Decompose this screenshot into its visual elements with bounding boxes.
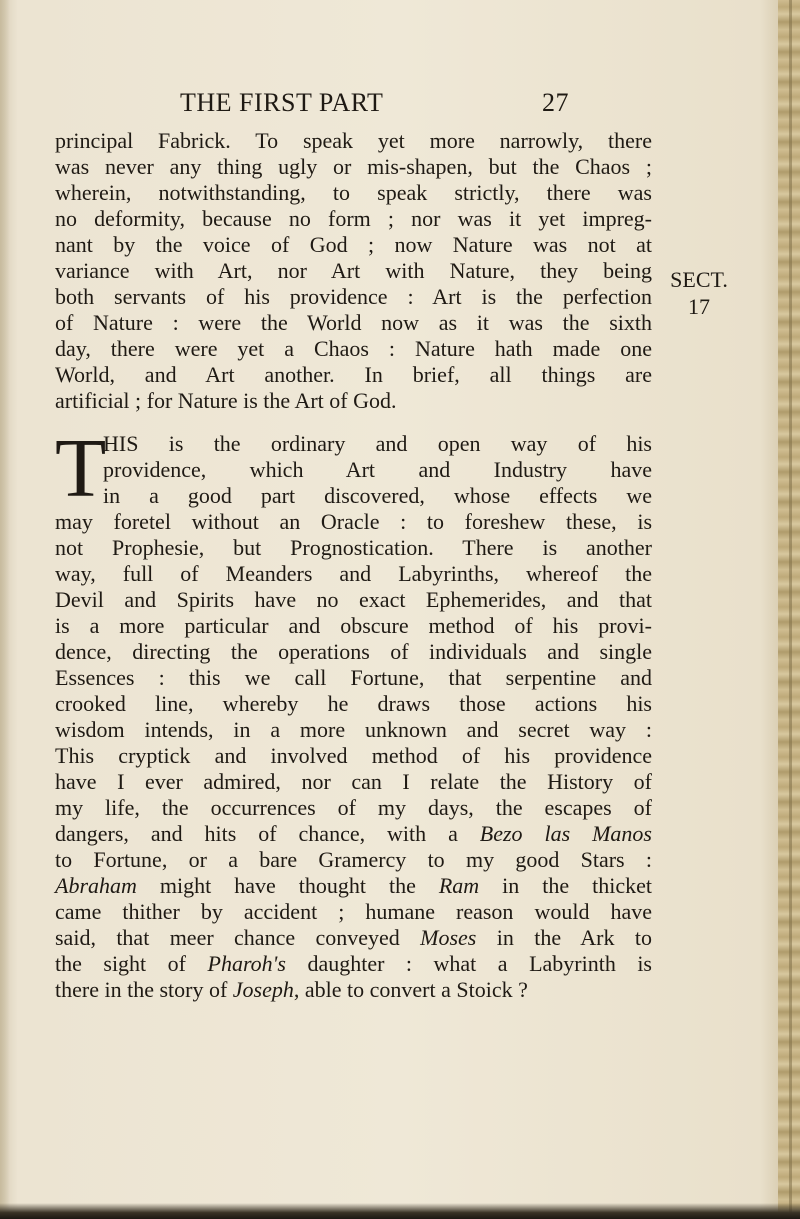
text-line <box>55 873 652 899</box>
book-fore-edge-line <box>789 0 792 1219</box>
text-line: to Fortune, or a bare Gramercy to my good Stars : <box>55 847 652 872</box>
section-label: SECT. <box>670 267 728 292</box>
italic-word: Ram <box>438 873 480 898</box>
text-line: providence, which Art and Industry have <box>103 457 652 482</box>
text-line: dence, directing the operations of individuals and single <box>55 639 652 664</box>
italic-name: Pharoh's <box>207 951 286 976</box>
text-line: no deformity, because no form ; nor was it yet impreg- <box>55 206 652 231</box>
text-segment: dangers, and hits of chance, with a <box>55 821 480 846</box>
text-line <box>55 977 652 1003</box>
text-line: day, there were yet a Chaos : Nature hath made one <box>55 336 652 361</box>
section-number: 17 <box>688 294 710 319</box>
text-segment: in the thicket <box>479 873 653 898</box>
text-line: Devil and Spirits have no exact Ephemerides, and that <box>55 587 652 612</box>
text-segment: in the Ark to <box>476 925 652 950</box>
text-line: of Nature : were the World now as it was the sixth <box>55 310 652 335</box>
text-line <box>55 821 652 847</box>
italic-name: Moses <box>420 925 477 950</box>
page-number: 27 <box>542 88 569 117</box>
paragraph-1 <box>55 128 652 414</box>
text-line: World, and Art another. In brief, all things are <box>55 362 652 387</box>
text-line: have I ever admired, nor can I relate the History of <box>55 769 652 794</box>
text-line: wherein, notwithstanding, to speak strictly, there was <box>55 180 652 205</box>
body-text <box>55 128 652 1003</box>
text-line: may foretel without an Oracle : to foreshew these, is <box>55 509 652 534</box>
text-line: HIS is the ordinary and open way of his <box>103 431 652 456</box>
text-line: variance with Art, nor Art with Nature, they being <box>55 258 652 283</box>
text-segment: might have thought the <box>136 873 439 898</box>
text-segment: said, that meer chance conveyed <box>55 925 421 950</box>
text-line: in a good part discovered, whose effects we <box>103 483 652 508</box>
text-line: wisdom intends, in a more unknown and secret way : <box>55 717 652 742</box>
text-line: nant by the voice of God ; now Nature was not at <box>55 232 652 257</box>
text-line: Essences : this we call Fortune, that serpentine and <box>55 665 652 690</box>
text-line <box>55 925 652 951</box>
text-line: crooked line, whereby he draws those actions his <box>55 691 652 716</box>
text-segment: there in the story of <box>55 977 233 1002</box>
italic-name: Joseph <box>232 977 294 1002</box>
text-segment: , able to convert a Stoick ? <box>293 977 528 1002</box>
text-line: principal Fabrick. To speak yet more narrowly, there <box>55 128 652 153</box>
text-line: This cryptick and involved method of his providence <box>55 743 652 768</box>
text-line: came thither by accident ; humane reason would have <box>55 899 652 924</box>
text-line: artificial ; for Nature is the Art of God. <box>55 388 397 413</box>
section-margin-note <box>664 266 734 320</box>
italic-phrase: Bezo las Manos <box>479 821 652 846</box>
text-line: was never any thing ugly or mis-shapen, but the Chaos ; <box>55 154 652 179</box>
text-line: not Prophesie, but Prognostication. There is another <box>55 535 652 560</box>
text-line: is a more particular and obscure method of his provi- <box>55 613 652 638</box>
page-gutter-shadow <box>0 0 10 1219</box>
text-line: way, full of Meanders and Labyrinths, whereof the <box>55 561 652 586</box>
text-line <box>55 951 652 977</box>
text-segment: daughter : what a Labyrinth is <box>285 951 652 976</box>
text-line: my life, the occurrences of my days, the escapes of <box>55 795 652 820</box>
drop-cap: T <box>55 422 107 515</box>
paragraph-2 <box>55 422 653 1003</box>
text-segment: the sight of <box>55 951 208 976</box>
page-bottom-shadow <box>0 1203 800 1219</box>
running-title: THE FIRST PART <box>180 88 384 117</box>
text-line: both servants of his providence : Art is the perfection <box>55 284 652 309</box>
italic-name: Abraham <box>55 873 137 898</box>
